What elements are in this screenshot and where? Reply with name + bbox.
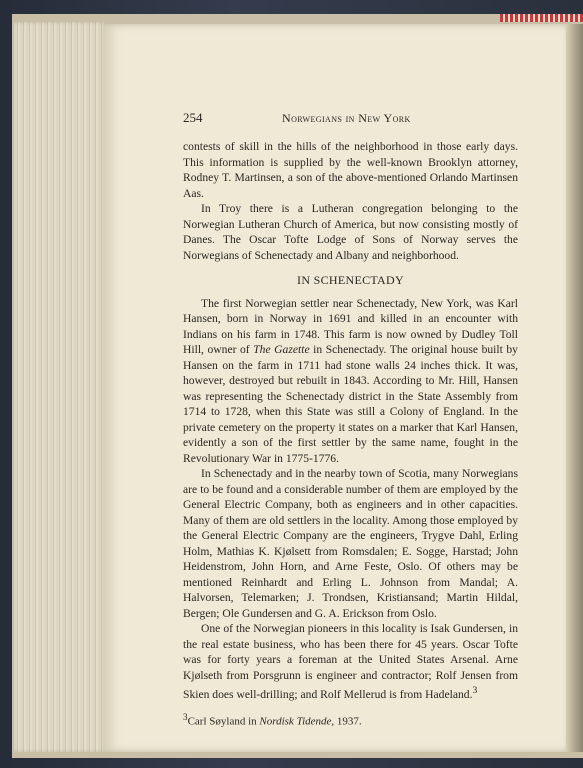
paragraph-3-title: The Gazette bbox=[253, 343, 310, 356]
footnote-ref: 3 bbox=[472, 685, 478, 696]
footnote bbox=[183, 710, 518, 730]
paragraph-3-text-a: The first Norwegian settler near Schenectady, New York, was Karl Hansen, born in Norway in 1691 and killed in an encounter with Indians on his farm in 1748. This farm is now owned by Dudley Toll Hill, owner of bbox=[183, 296, 518, 356]
page-edges bbox=[14, 22, 106, 752]
footnote-text-a: Carl Søyland in bbox=[187, 716, 260, 729]
bookmark-ribbon bbox=[500, 14, 583, 22]
paragraph-4: In Schenectady and in the nearby town of Scotia, many Norwegians are to be found and a considerable number of them are employed by the General Electric Company, both as engineers and in other capacities. Many of them are old settlers in the locality. Among those employed by the General Electric Company are the engineers, Trygve Dahl, Erling Holm, Mathias K. Kjølsett from Romsdalen; E. Sogge, Harstad; John Heidenstrom, John Horn, and Arne Feste, Oslo. Of others may be mentioned Reinhardt and Erling L. Johnson from Mandal; A. Halvorsen, Telemarken; J. Trondsen, Kristiansand; Martin Hildal, Bergen; Ole Gundersen and G. A. Erickson from Oslo. bbox=[183, 467, 518, 620]
paragraph-5 bbox=[183, 621, 518, 702]
footnote-text-b: , 1937. bbox=[331, 716, 362, 729]
page-text bbox=[183, 110, 518, 731]
page-gutter bbox=[566, 24, 583, 752]
running-head: Norwegians in New York bbox=[282, 111, 411, 125]
paragraph-3-text-b: in Schenectady. The original house built by Hansen on the farm in 1711 had stone walls 24 inches thick. It was, however, destroyed but rebuilt in 1843. According to Mr. Hill, Hansen was representing the Schenectady district in the State Assembly from 1714 to 1728, when this State was still a Colony of England. In the private cemetery on the property it states on a marker that Karl Hansen, evidently a son of the first settler by the same name, fought in the Revolutionary War in 1775-1776. bbox=[183, 343, 518, 465]
footnote-title: Nordisk Tidende bbox=[259, 716, 332, 729]
page-number: 254 bbox=[183, 110, 203, 125]
paragraph-3 bbox=[183, 296, 518, 467]
page-header bbox=[183, 110, 518, 130]
paragraph-5-text: One of the Norwegian pioneers in this locality is Isak Gundersen, in the real estate business, who has been there for 45 years. Oscar Tofte was for forty years a foreman at the United States Arsenal. Arne Kjølseth from Porsgrunn is engineer and contractor; Rolf Jensen from Skien does well-drilling; and Rolf Mellerud is from Hadeland. bbox=[183, 622, 518, 701]
paragraph-1: contests of skill in the hills of the neighborhood in those early days. This information is supplied by the well-known Brooklyn attorney, Rodney T. Martinsen, a son of the above-mentioned Orlando Martinsen Aas. bbox=[183, 140, 518, 200]
section-heading: IN SCHENECTADY bbox=[297, 273, 404, 287]
paragraph-2: In Troy there is a Lutheran congregation belonging to the Norwegian Lutheran Church of America, but now consisting mostly of Danes. The Oscar Tofte Lodge of Sons of Norway serves the Norwegians of Schenectady and Albany and neighborhood. bbox=[183, 202, 518, 262]
footnote-mark: 3 bbox=[183, 712, 188, 723]
